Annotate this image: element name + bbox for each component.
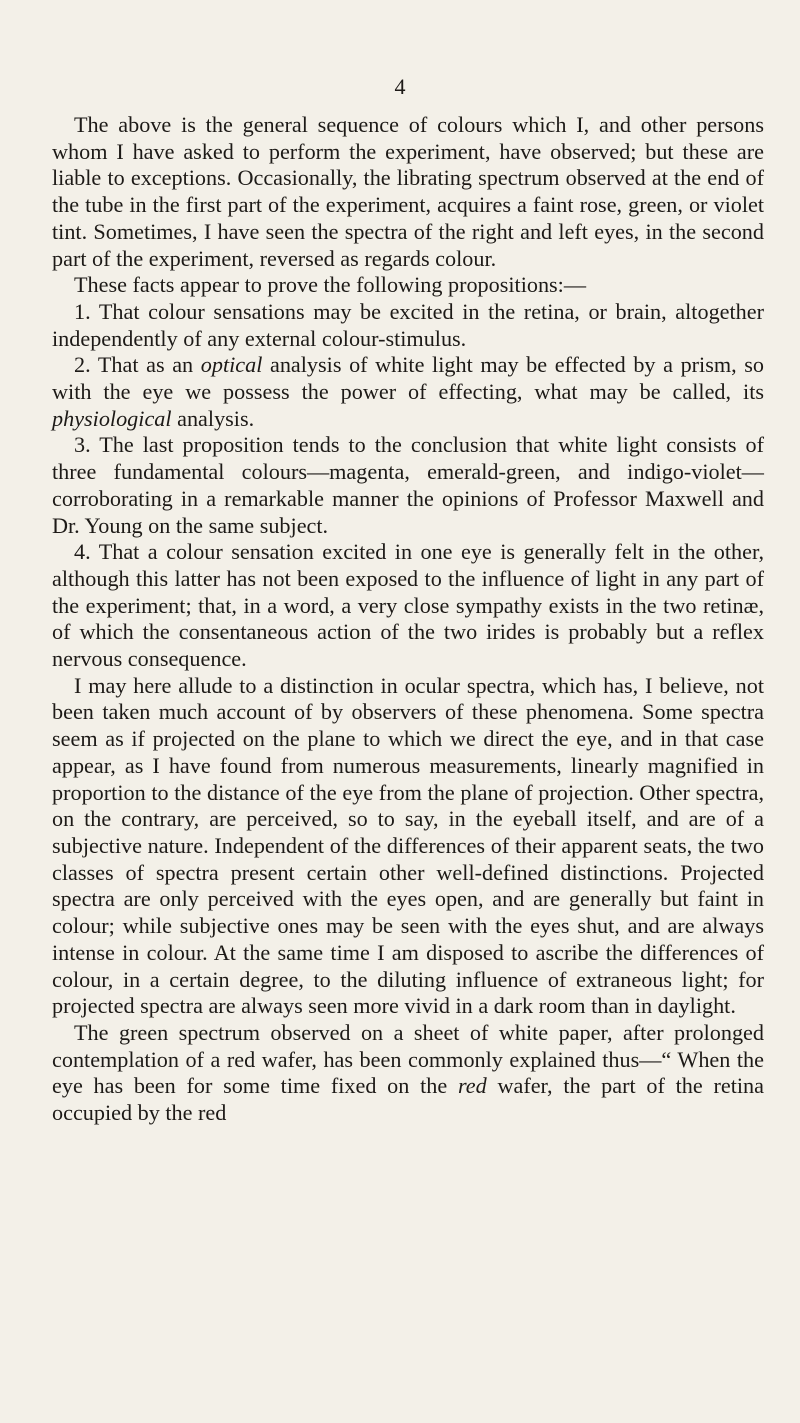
text-run: The green spectrum observed on a sheet of white paper, after prolonged contemplation of a red wafer, has been commonly explained thus—“ When the eye has been for some time fixed on the	[52, 1019, 764, 1099]
proposition-4	[52, 539, 764, 673]
text-run: 1. That colour sensations may be excited in the retina, or brain, altogether independently of any external colour-stimulus.	[52, 298, 764, 351]
paragraph-ocular-spectra	[52, 673, 764, 1020]
proposition-1	[52, 299, 764, 352]
text-run: The above is the general sequence of colours which I, and other persons whom I have asked to perform the experiment, have observed; but these are liable to exceptions. Occasionally, the librating spectrum observed at the end of the tube in the first part of the experiment, acquires a faint rose, green, or violet tint. Sometimes, I have seen the spectra of the right and left eyes, in the second part of the experiment, reversed as regards colour.	[52, 112, 764, 271]
paragraph-green-spectrum	[52, 1020, 764, 1127]
text-run: 3. The last proposition tends to the conclusion that white light consists of three fundamental colours—magenta, emerald-green, and indigo-violet—corroborating in a remarkable manner the opinions of Professor Maxwell and Dr. Young on the same subject.	[52, 432, 764, 538]
text-run: 4. That a colour sensation excited in one eye is generally felt in the other, although this latter has not been exposed to the influence of light in any part of the experiment; that, in a word, a very close sympathy exists in the two retinæ, of which the consentaneous action of the two irides is probably but a reflex nervous consequence.	[52, 539, 764, 672]
paragraph-propositions-intro	[52, 272, 764, 299]
page-number: 4	[394, 74, 406, 99]
text-run: analysis.	[171, 405, 255, 431]
body-text	[52, 112, 764, 1127]
text-run: analysis of white light may be effected by a prism, so with the eye we possess the power of effecting, what may be called, its	[52, 352, 764, 405]
italic-text: red	[457, 1073, 487, 1099]
text-run: These facts appear to prove the following propositions:—	[74, 272, 587, 298]
text-run: wafer, the part of the retina occupied by the red	[52, 1073, 764, 1126]
italic-text: optical	[200, 352, 263, 378]
proposition-2	[52, 352, 764, 432]
text-run: 2. That as an	[74, 352, 201, 378]
text-run: I may here allude to a distinction in ocular spectra, which has, I believe, not been taken much account of by observers of these phenomena. Some spectra seem as if projected on the plane to which we direct the eye, and in that case appear, as I have found from numerous measurements, linearly magnified in proportion to the distance of the eye from the plane of projection. Other spectra, on the contrary, are perceived, so to say, in the eyeball itself, and are of a subjective nature. Independent of the differences of their apparent seats, the two classes of spectra present certain other well-defined distinctions. Projected spectra are only perceived with the eyes open, and are generally but faint in colour; while subjective ones may be seen with the eyes shut, and are always intense in colour. At the same time I am disposed to ascribe the differences of colour, in a certain degree, to the diluting influence of extraneous light; for projected spectra are always seen more vivid in a dark room than in daylight.	[52, 672, 764, 1019]
paragraph-color-sequence	[52, 112, 764, 272]
italic-text: physiological	[52, 405, 172, 431]
proposition-3	[52, 432, 764, 539]
